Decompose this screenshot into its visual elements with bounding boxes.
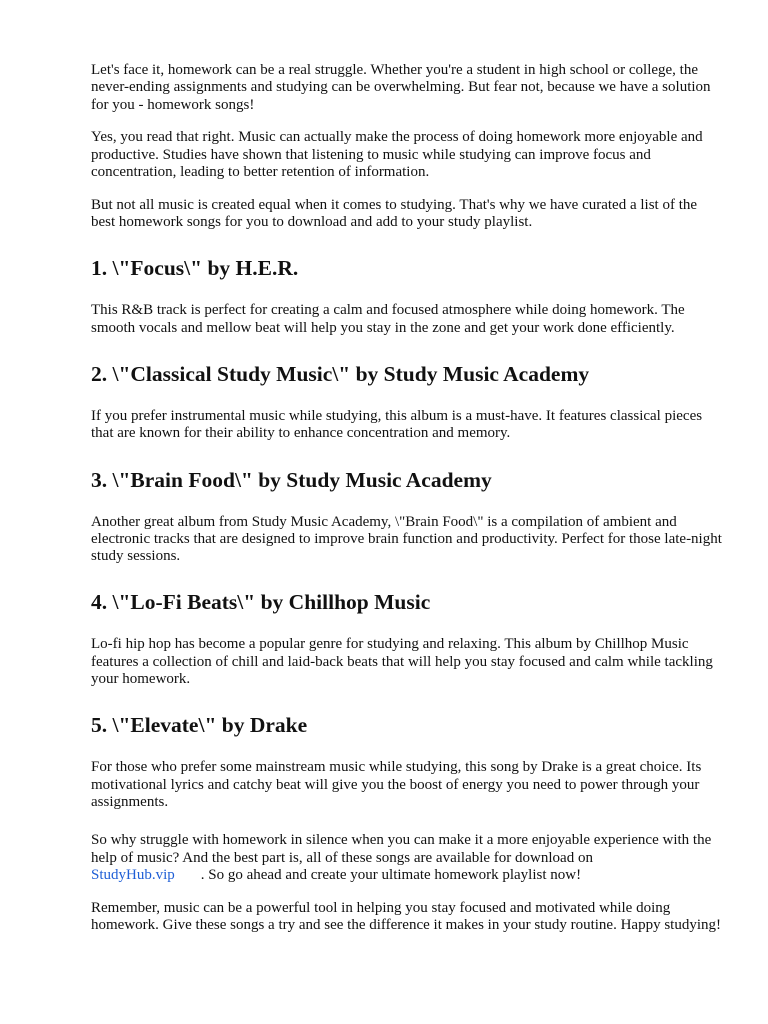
song-heading-4: 4. \"Lo-Fi Beats\" by Chillhop Music — [91, 590, 431, 615]
song-heading-1: 1. \"Focus\" by H.E.R. — [91, 256, 299, 281]
song-heading-5: 5. \"Elevate\" by Drake — [91, 713, 308, 738]
song-section-1 — [91, 255, 722, 337]
song-description-5: For those who prefer some mainstream music while studying, this song by Drake is a great choice. Its motivational lyrics and catchy beat will give you the boost of energy you need to power through your assignments. — [91, 759, 702, 810]
song-description-3: Another great album from Study Music Academy, \"Brain Food\" is a compilation of ambient and electronic tracks that are designed to improve brain function and productivity. Perfect for those late-night study sessions. — [91, 513, 722, 565]
song-description-1: This R&B track is perfect for creating a calm and focused atmosphere while doing homework. The smooth vocals and mellow beat will help you stay in the zone and get your work done efficiently. — [91, 302, 685, 336]
intro-paragraph-3: But not all music is created equal when it comes to studying. That's why we have curated a list of the best homework songs for you to download and add to your study playlist. — [91, 196, 698, 231]
song-section-4 — [91, 589, 722, 688]
intro-paragraph-1: Let's face it, homework can be a real struggle. Whether you're a student in high school or college, the never-ending assignments and studying can be overwhelming. But fear not, because we have a solution for you - homework songs! — [91, 62, 711, 113]
song-description-2: If you prefer instrumental music while studying, this album is a must-have. It features classical pieces that are known for their ability to enhance concentration and memory. — [91, 407, 703, 442]
song-heading-2: 2. \"Classical Study Music\" by Study Music Academy — [91, 361, 590, 386]
song-section-5 — [91, 712, 722, 811]
intro-paragraph-2: Yes, you read that right. Music can actually make the process of doing homework more enjoyable and productive. Studies have shown that listening to music while studying can improve focus and concentration, leading to better retention of information. — [91, 129, 703, 180]
song-section-3 — [91, 467, 722, 566]
outro-text-after-link: . So go ahead and create your ultimate homework playlist now! — [200, 866, 582, 883]
song-section-2 — [91, 361, 722, 443]
intro — [91, 62, 722, 231]
outro-text-before-link: So why struggle with homework in silence when you can make it a more enjoyable experience with the help of music? And the best part is, all of these songs are available for download on — [91, 832, 712, 866]
outro-paragraph-1 — [91, 832, 722, 884]
outro — [91, 832, 722, 934]
song-heading-3: 3. \"Brain Food\" by Study Music Academy — [91, 467, 492, 492]
outro-paragraph-2: Remember, music can be a powerful tool in helping you stay focused and motivated while doing homework. Give these songs a try and see the difference it makes in your study routine. Happy studying! — [91, 899, 721, 933]
song-description-4: Lo-fi hip hop has become a popular genre for studying and relaxing. This album by Chillhop Music features a collection of chill and laid-back beats that will help you stay focused and calm while tackling your homework. — [91, 636, 713, 688]
studyhub-link[interactable]: StudyHub.vip — [91, 866, 175, 883]
